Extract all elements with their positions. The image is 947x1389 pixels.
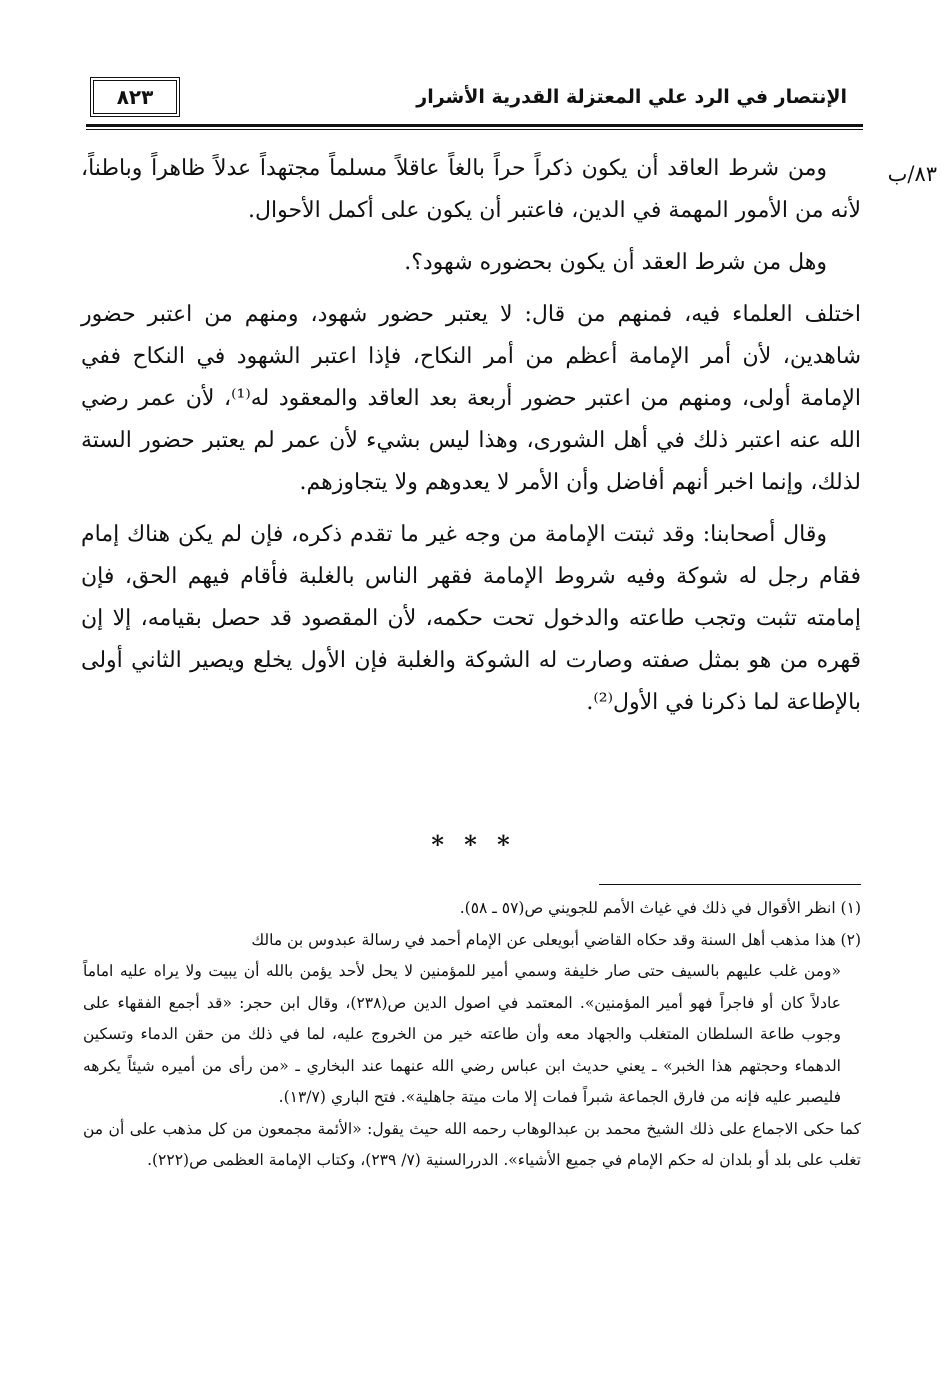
footnote-2: (٢) هذا مذهب أهل السنة وقد حكاه القاضي أبويعلى عن الإمام أحمد في رسالة عبدوس بن مالك: [251, 930, 861, 949]
running-header-title: الإنتصار في الرد علي المعتزلة القدرية الأشرار: [416, 86, 847, 108]
header-rule-thin: [86, 129, 863, 130]
main-body-text: [81, 148, 861, 734]
paragraph-conditions-of-contractor: ومن شرط العاقد أن يكون ذكراً حراً بالغاً عاقلاً مسلماً مجتهداً عدلاً ظاهراً وباطناً، لأنه من الأمور المهمة في الدين، فاعتبر أن يكون على أكمل الأحوال.: [81, 156, 861, 223]
footnote-1: (١) انظر الأقوال في ذلك في غياث الأمم للجويني ص(٥٧ ـ ٥٨).: [459, 899, 861, 917]
page-number: ٨٢٣: [93, 80, 177, 114]
footnote-rule: [599, 884, 861, 885]
footnotes: [83, 893, 861, 1177]
section-separator: * * *: [431, 830, 516, 859]
paragraph-imamate-by-force: وقال أصحابنا: وقد ثبتت الإمامة من وجه غير ما تقدم ذكره، فإن لم يكن هناك إمام فقام رجل له شوكة وفيه شروط الإمامة فقهر الناس بالغلبة فأقام فيهم الحق، فإن إمامته تثبت وتجب طاعته والدخول تحت حكمه، لأن المقصود قد حصل بقيامه، إلا إن قهره من هو بمثل صفته وصارت له الشوكة والغلبة فإن الأول يخلع ويصير الثاني أولى بالإطاعة لما ذكرنا في الأول⁽²⁾.: [81, 522, 861, 715]
manuscript-folio-marker: ٨٣/ب: [887, 162, 937, 186]
header-rule: [86, 124, 863, 127]
paragraph-scholars-differ: اختلف العلماء فيه، فمنهم من قال: لا يعتبر حضور شهود، ومنهم من اعتبر حضور شاهدين، لأن أمر الإمامة أعظم من أمر النكاح، فإذا اعتبر الشهود في النكاح ففي الإمامة أولى، ومنهم من اعتبر حضور أربعة بعد العاقد والمعقود له⁽¹⁾، لأن عمر رضي الله عنه اعتبر ذلك في أهل الشورى، وهذا ليس بشيء لأن عمر لم يعتبر حضور الستة لذلك، وإنما اخبر أنهم أفاضل وأن الأمر لا يعدوهم ولا يتجاوزهم.: [81, 302, 861, 495]
footnote-2-extra: كما حكى الاجماع على ذلك الشيخ محمد بن عبدالوهاب رحمه الله حيث يقول: «الأئمة مجمعون من كل مذهب على أن من تغلب على بلد أو بلدان له حكم الإمام في جميع الأشياء». الدررالسنية (٧/ ٢٣٩)، وكتاب الإمامة العظمى ص(٢٢٢).: [83, 1119, 861, 1169]
footnote-2-continued: «ومن غلب عليهم بالسيف حتى صار خليفة وسمي أمير للمؤمنين لا يحل لأحد يؤمن بالله أن يبيت ولا يراه عليه اماماً عادلاً كان أو فاجراً فهو أمير المؤمنين». المعتمد في اصول الدين ص(٢٣٨)، وقال ابن حجر: «قد أجمع الفقهاء على وجوب طاعة السلطان المتغلب والجهاد معه وأن طاعته خير من الخروج عليه، لما في ذلك من حقن الدماء وتسكين الدهماء وحجتهم هذا الخبر» ـ يعني حديث ابن عباس رضي الله عنهما عند البخاري ـ «من رأى من أميره شيئاً يكرهه فليصبر عليه فإنه من فارق الجماعة شبراً فمات إلا مات ميتة جاهلية». فتح الباري (١٣/٧).: [83, 962, 841, 1106]
paragraph-question-witnesses: وهل من شرط العقد أن يكون بحضوره شهود؟.: [404, 250, 827, 275]
